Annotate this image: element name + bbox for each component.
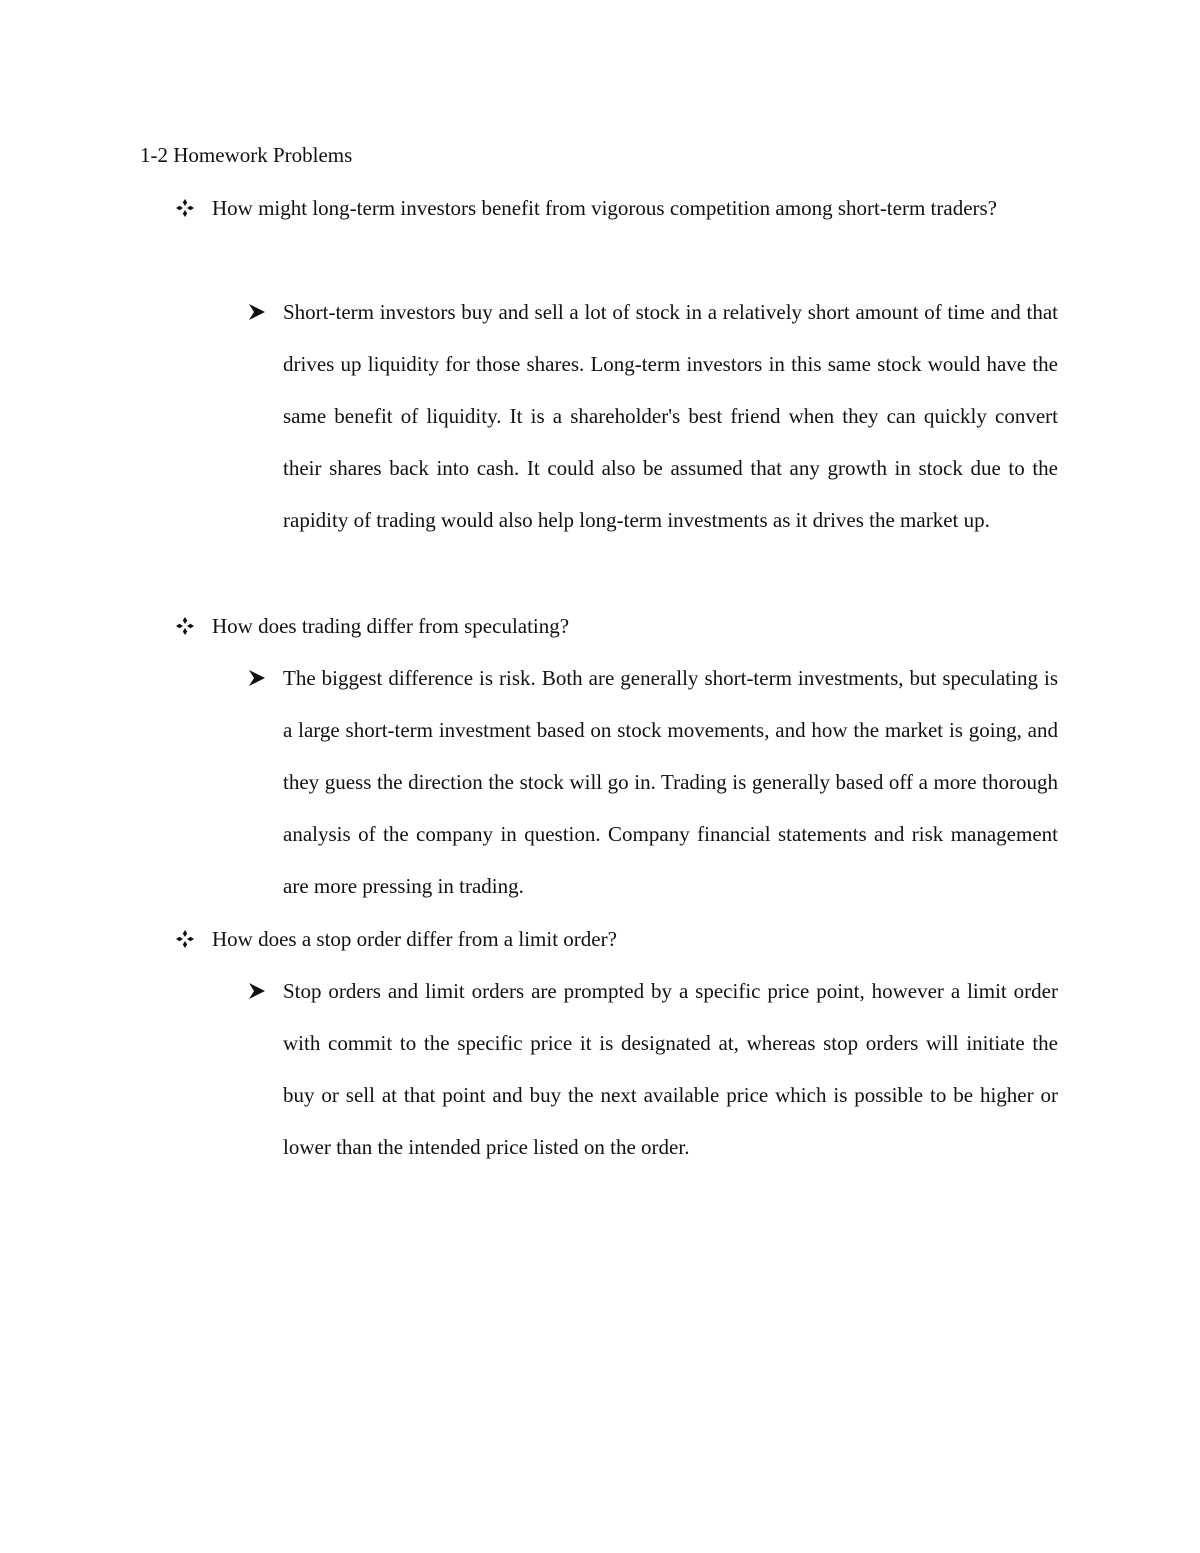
arrowhead-bullet-icon [248, 286, 272, 338]
page-title: 1-2 Homework Problems [140, 143, 353, 167]
arrowhead-bullet-icon [248, 652, 272, 704]
question-text: How does trading differ from speculating? [212, 614, 570, 638]
four-diamond-bullet-icon [175, 600, 199, 652]
question-text: How might long-term investors benefit from vigorous competition among short-term traders? [212, 196, 997, 220]
four-diamond-bullet-icon [175, 182, 199, 234]
answer-2 [248, 652, 1058, 912]
answer-text: Stop orders and limit orders are prompted by a specific price point, however a limit order with commit to the specific price it is designated at, whereas stop orders will initiate the buy or sell at that point and buy the next available price which is possible to be higher or lower than the intended price listed on the order. [283, 979, 1058, 1159]
question-3 [175, 913, 1058, 965]
answer-3 [248, 965, 1058, 1173]
four-diamond-bullet-icon [175, 913, 199, 965]
answer-text: The biggest difference is risk. Both are generally short-term investments, but speculating is a large short-term investment based on stock movements, and how the market is going, and they guess the direction the stock will go in. Trading is generally based off a more thorough analysis of the company in question. Company financial statements and risk management are more pressing in trading. [283, 666, 1058, 898]
answer-text: Short-term investors buy and sell a lot of stock in a relatively short amount of time and that drives up liquidity for those shares. Long-term investors in this same stock would have the same benefit of liquidity. It is a shareholder's best friend when they can quickly convert their shares back into cash. It could also be assumed that any growth in stock due to the rapidity of trading would also help long-term investments as it drives the market up. [283, 300, 1058, 532]
question-1 [175, 182, 1058, 234]
answer-1 [248, 286, 1058, 546]
question-2 [175, 600, 1058, 652]
arrowhead-bullet-icon [248, 965, 272, 1017]
question-text: How does a stop order differ from a limit order? [212, 927, 617, 951]
